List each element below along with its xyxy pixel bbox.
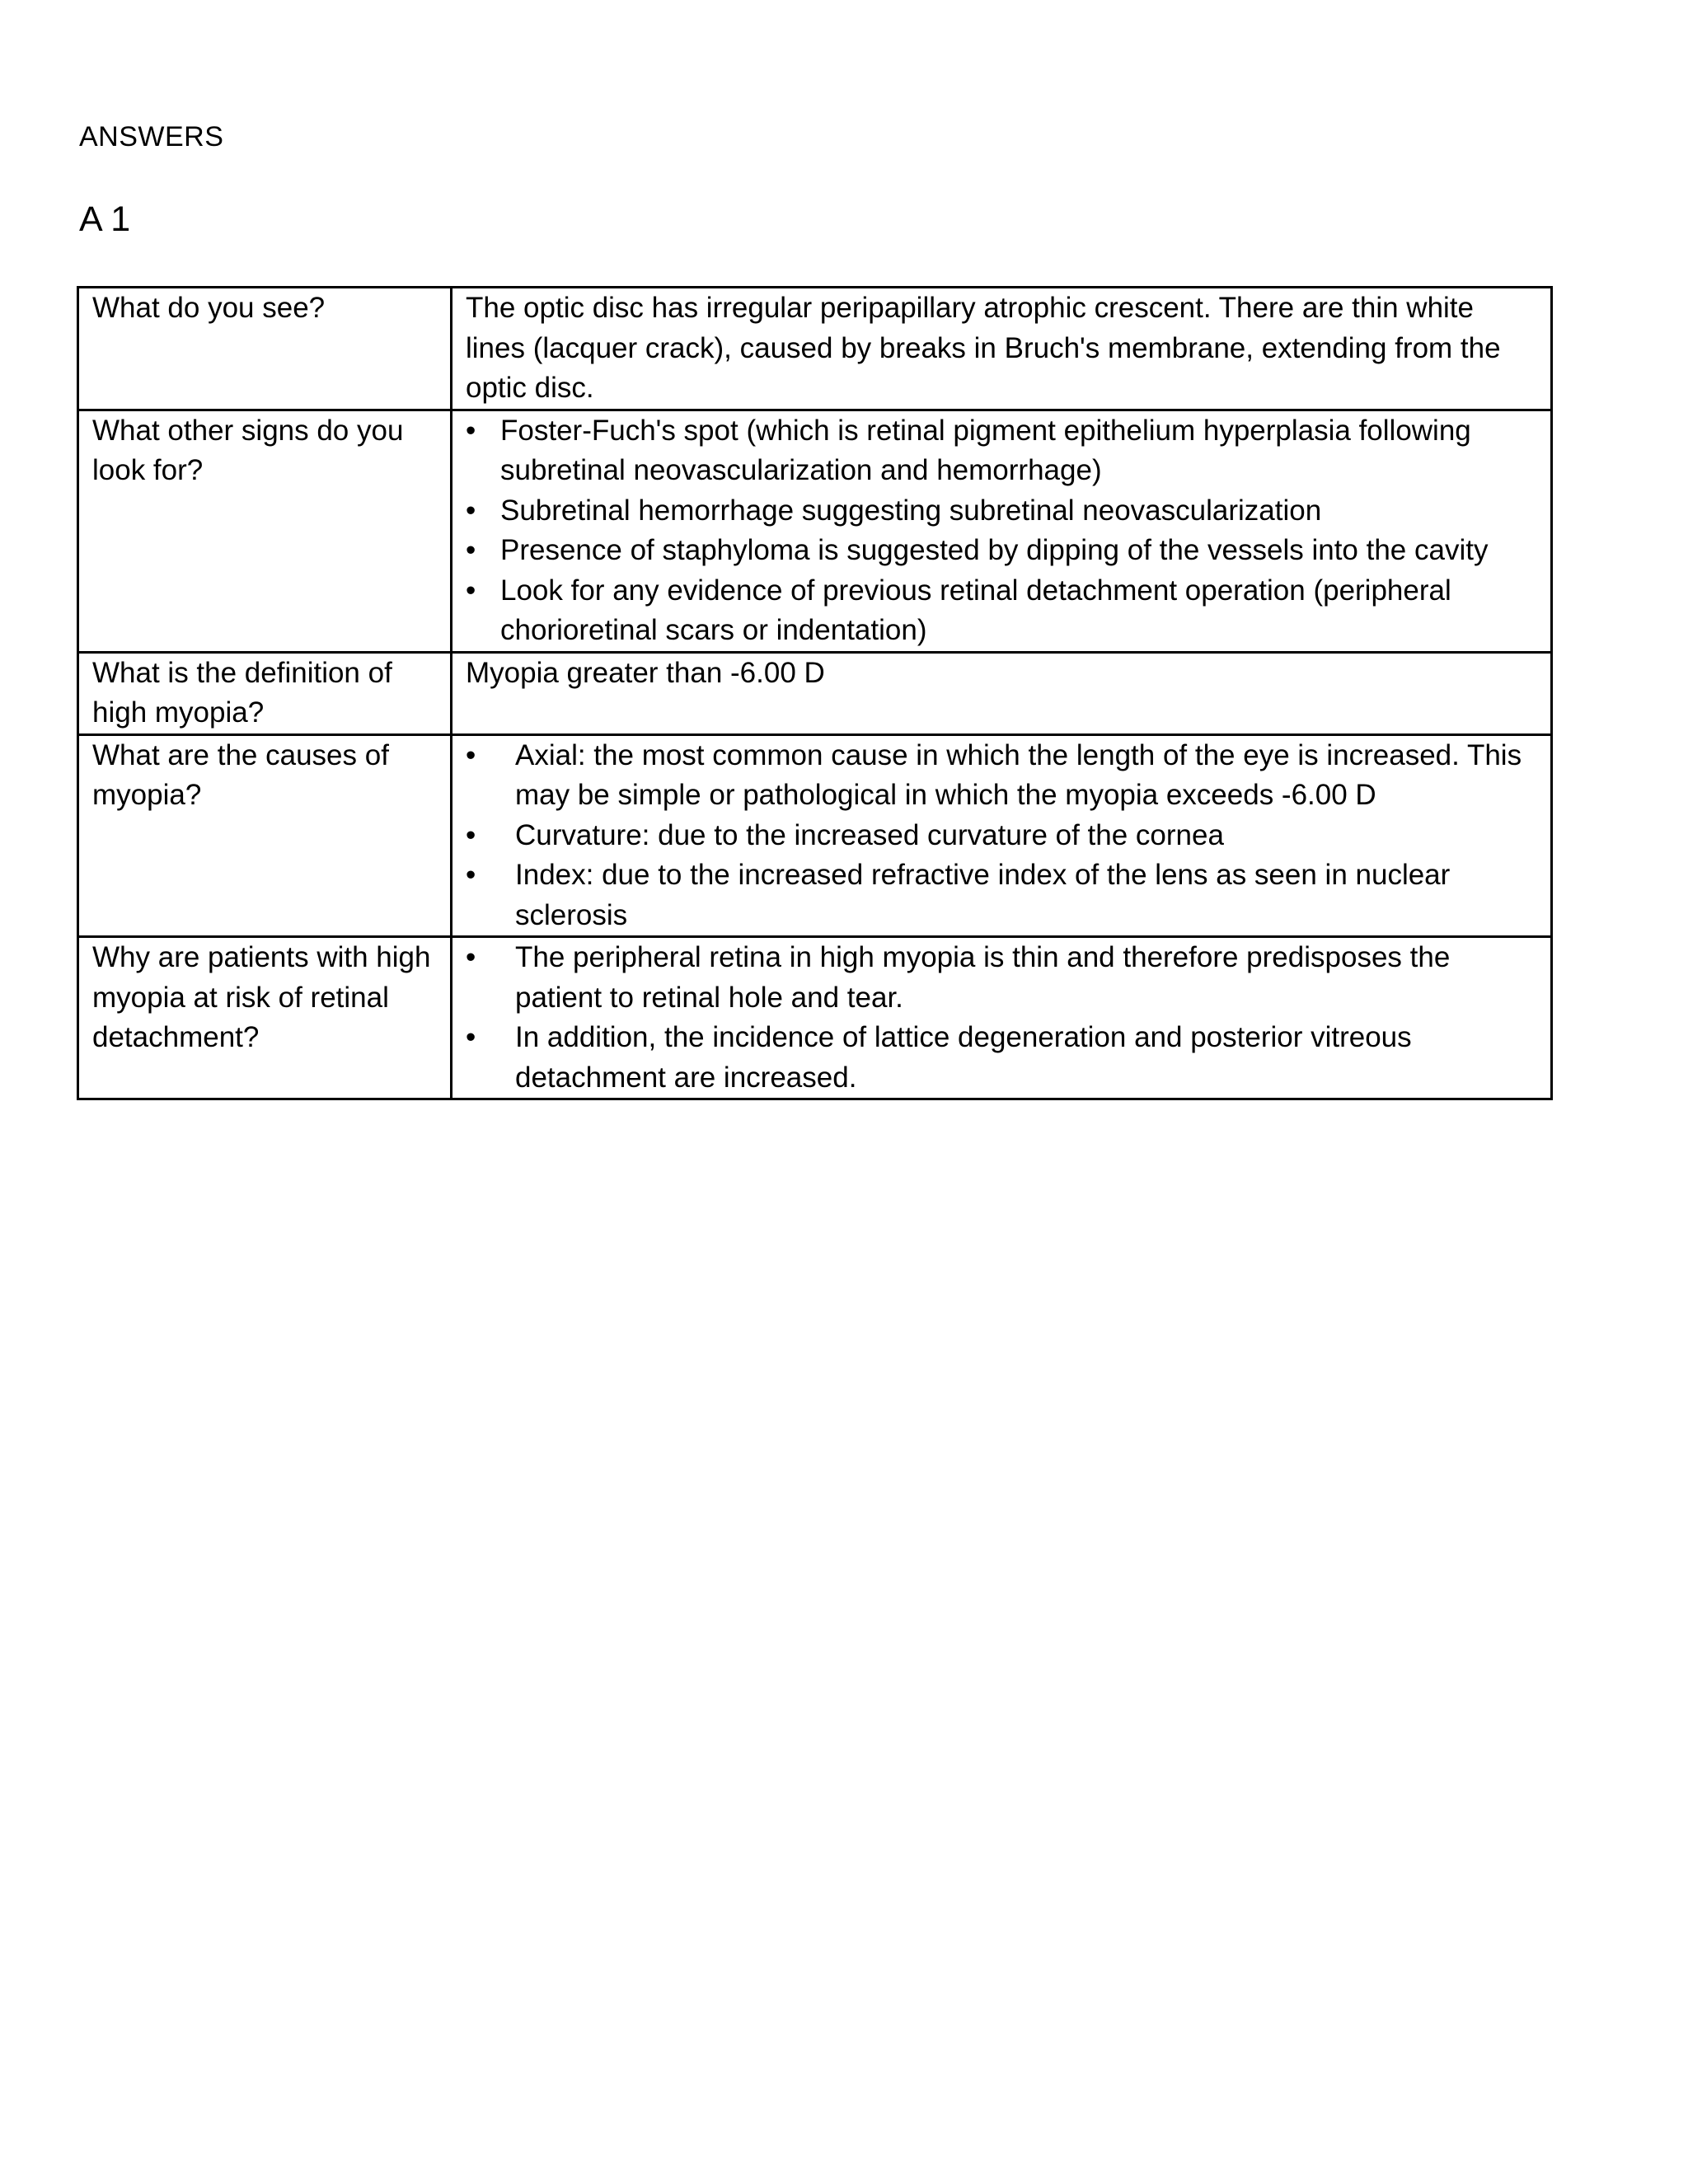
answer-bullet: • The peripheral retina in high myopia is thin and therefore predisposes the patient to retinal hole and tear. xyxy=(466,938,1539,1018)
page-heading: ANSWERS xyxy=(79,121,224,152)
answers-table xyxy=(77,286,1553,1100)
table-row xyxy=(78,652,1552,734)
answer-bullet: • Curvature: due to the increased curvature of the cornea xyxy=(466,816,1539,856)
question-cell: Why are patients with high myopia at risk of retinal detachment? xyxy=(78,937,452,1099)
answer-cell xyxy=(452,734,1552,937)
question-cell: What is the definition of high myopia? xyxy=(78,652,452,734)
answer-bullet: • Foster-Fuch's spot (which is retinal pigment epithelium hyperplasia following subretinal neovascularization and hemorrhage) xyxy=(466,411,1539,491)
answer-bullet: • Subretinal hemorrhage suggesting subretinal neovascularization xyxy=(466,491,1539,532)
answer-bullet-list xyxy=(466,411,1539,651)
question-number: A 1 xyxy=(79,199,131,239)
table-row xyxy=(78,734,1552,937)
table-row xyxy=(78,410,1552,652)
answer-bullet-list xyxy=(466,736,1539,936)
answer-bullet: • Axial: the most common cause in which the length of the eye is increased. This may be simple or pathological in which the myopia exceeds -6.00 D xyxy=(466,736,1539,816)
answer-bullet: • Look for any evidence of previous retinal detachment operation (peripheral chorioretinal scars or indentation) xyxy=(466,571,1539,651)
table-row xyxy=(78,937,1552,1099)
question-cell: What do you see? xyxy=(78,288,452,410)
answer-cell: Myopia greater than -6.00 D xyxy=(452,652,1552,734)
table-row xyxy=(78,288,1552,410)
answer-bullet: • Index: due to the increased refractive index of the lens as seen in nuclear sclerosis xyxy=(466,855,1539,935)
question-cell: What are the causes of myopia? xyxy=(78,734,452,937)
answer-cell xyxy=(452,937,1552,1099)
question-cell: What other signs do you look for? xyxy=(78,410,452,652)
answer-cell xyxy=(452,410,1552,652)
answer-bullet: • In addition, the incidence of lattice degeneration and posterior vitreous detachment are increased. xyxy=(466,1018,1539,1098)
answer-bullet-list xyxy=(466,938,1539,1098)
answer-cell: The optic disc has irregular peripapillary atrophic crescent. There are thin white lines (lacquer crack), caused by breaks in Bruch's membrane, extending from the optic disc. xyxy=(452,288,1552,410)
answer-bullet: • Presence of staphyloma is suggested by dipping of the vessels into the cavity xyxy=(466,531,1539,571)
